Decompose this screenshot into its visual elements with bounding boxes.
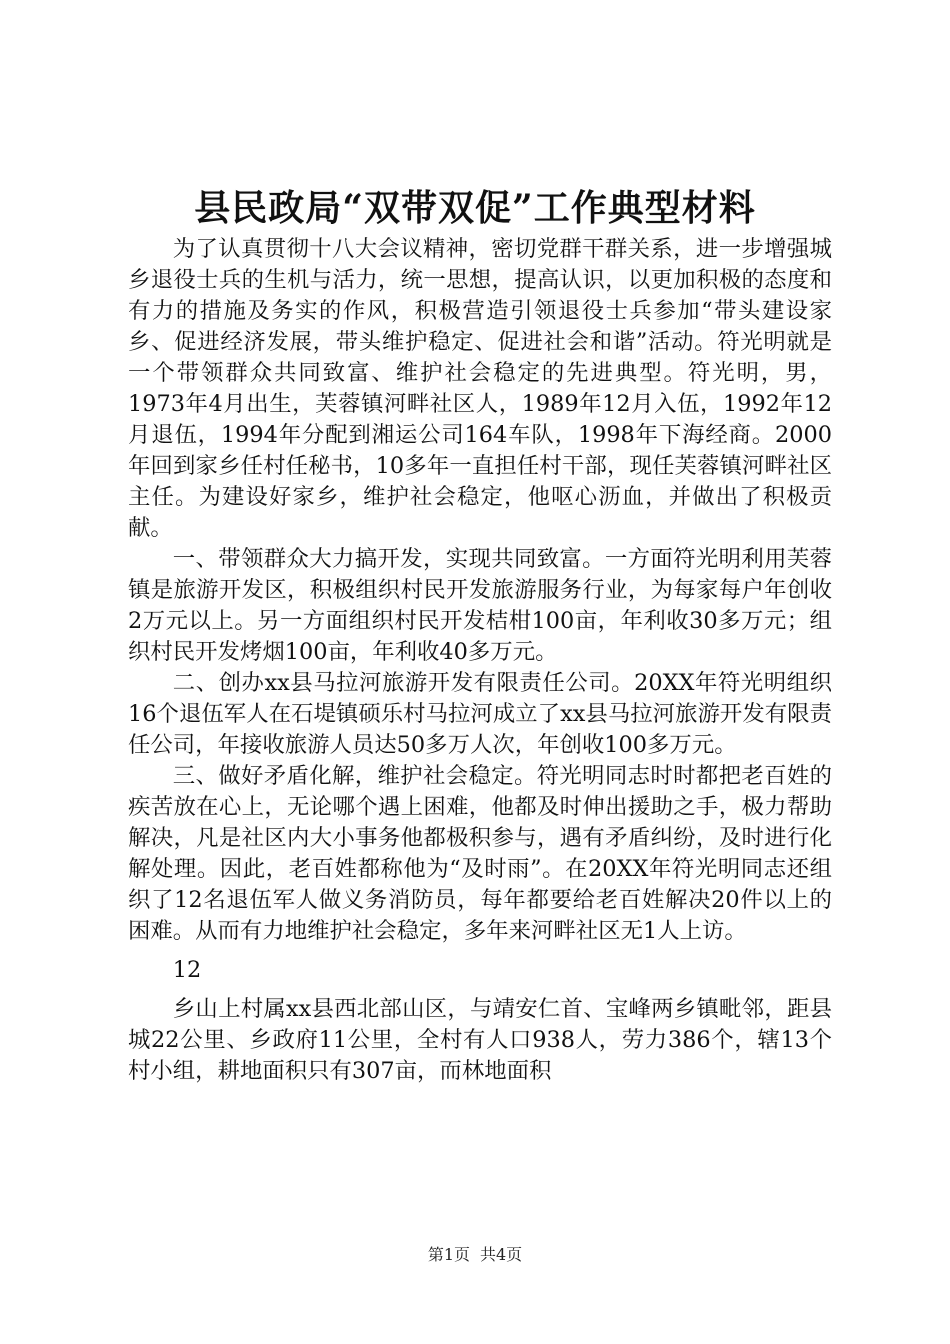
document-body <box>128 234 832 1087</box>
paragraph-section-2: 二、创办xx县马拉河旅游开发有限责任公司。20XX年符光明组织16个退伍军人在石堤镇硕乐村马拉河成立了xx县马拉河旅游开发有限责任公司，年接收旅游人员达50多万人次，年创收100多万元。 <box>128 670 832 758</box>
paragraph-section-3: 三、做好矛盾化解，维护社会稳定。符光明同志时时都把老百姓的疾苦放在心上，无论哪个遇上困难，他都及时伸出援助之手，极力帮助解决，凡是社区内大小事务他都极积参与，遇有矛盾纠纷，及时进行化解处理。因此，老百姓都称他为“及时雨”。在20XX年符光明同志还组织了12名退伍军人做义务消防员，每年都要给老百姓解决20件以上的困难。从而有力地维护社会稳定，多年来河畔社区无1人上访。 <box>128 763 832 944</box>
document-title: 县民政局“双带双促”工作典型材料 <box>194 187 756 229</box>
page-total: 共4页 <box>480 1245 523 1264</box>
page-footer <box>0 1244 950 1266</box>
paragraph-village: 乡山上村属xx县西北部山区，与靖安仁首、宝峰两乡镇毗邻，距县城22公里、乡政府11公里，全村有人口938人，劳力386个，辖13个村小组，耕地面积只有307亩，而林地面积 <box>128 996 832 1084</box>
paragraph-intro: 为了认真贯彻十八大会议精神，密切党群干群关系，进一步增强城乡退役士兵的生机与活力，统一思想，提高认识，以更加积极的态度和有力的措施及务实的作风，积极营造引领退役士兵参加“带头建设家乡、促进经济发展，带头维护稳定、促进社会和谐”活动。符光明就是一个带领群众共同致富、维护社会稳定的先进典型。符光明，男，1973年4月出生，芙蓉镇河畔社区人，1989年12月入伍，1992年12月退伍，1994年分配到湘运公司164车队，1998年下海经商。2000年回到家乡任村任秘书，10多年一直担任村干部，现任芙蓉镇河畔社区主任。为建设好家乡，维护社会稳定，他呕心沥血，并做出了积极贡献。 <box>128 236 832 541</box>
paragraph-number: 12 <box>172 957 202 983</box>
paragraph-section-1: 一、带领群众大力搞开发，实现共同致富。一方面符光明利用芙蓉镇是旅游开发区，积极组织村民开发旅游服务行业，为每家每户年创收2万元以上。另一方面组织村民开发桔柑100亩，年利收30多万元；组织村民开发烤烟100亩，年利收40多万元。 <box>128 546 832 665</box>
page-number: 第1页 <box>427 1245 470 1264</box>
